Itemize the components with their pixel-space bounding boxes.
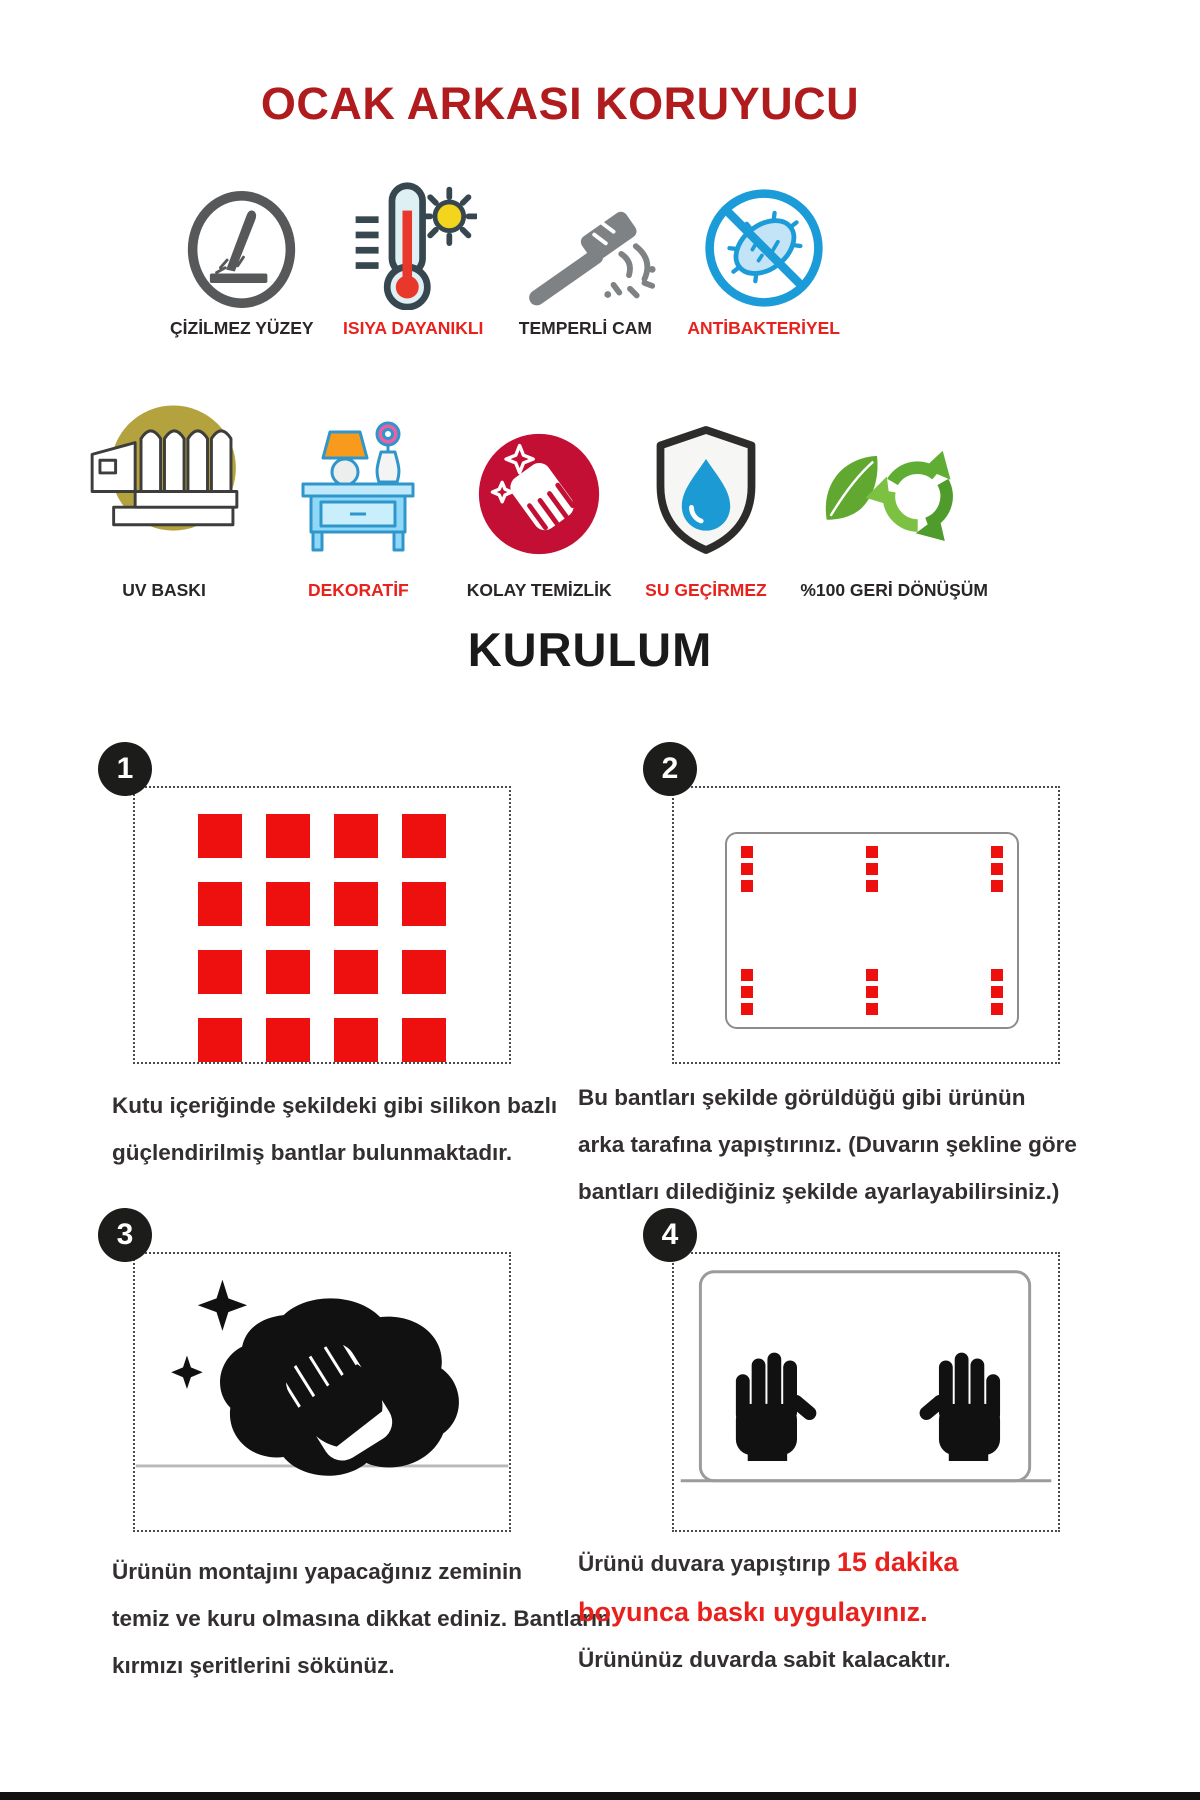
tape-square [334,814,378,858]
step-1-badge [98,742,152,796]
tape-square [198,1018,242,1062]
product-back-panel [725,832,1019,1029]
tape-mini-square [741,880,753,892]
feature-row-2 [78,378,988,601]
tape-mini-square [866,880,878,892]
tape-cluster [991,969,1003,1015]
tape-mini-square [991,880,1003,892]
step-number: 2 [661,752,679,785]
tape-row-bottom [741,969,1003,1015]
uv-print-icon [78,378,250,558]
step-1-diagram [133,786,511,1064]
feature-tempered-glass [513,182,658,339]
tape-mini-square [866,986,878,998]
tape-cluster [991,846,1003,892]
step-number: 4 [661,1218,679,1251]
tape-square [334,1018,378,1062]
page-bottom-edge [0,1792,1200,1800]
tape-cluster [741,846,753,892]
step-4-diagram [672,1252,1060,1532]
tape-square [334,882,378,926]
feature-label: %100 GERİ DÖNÜŞÜM [800,580,988,600]
tape-mini-square [866,846,878,858]
text-line-red: boyunca baskı uygulayınız. [578,1597,928,1627]
tape-mini-square [866,969,878,981]
step-3-text [112,1548,612,1689]
tape-mini-square [741,986,753,998]
tape-square [198,950,242,994]
tape-square [266,814,310,858]
feature-label: ISIYA DAYANIKLI [343,318,484,338]
page-title: OCAK ARKASI KORUYUCU [260,78,860,129]
tape-mini-square [991,846,1003,858]
easy-clean-icon [475,378,603,558]
tape-square [402,814,446,858]
tape-cluster [866,969,878,1015]
text-line: Kutu içeriğinde şekildeki gibi silikon bazlı [112,1093,558,1118]
feature-label: KOLAY TEMİZLİK [466,580,612,600]
feature-row-1 [170,182,840,339]
tape-mini-square [866,863,878,875]
tape-row-top [741,846,1003,892]
tape-mini-square [991,986,1003,998]
text-line: kırmızı şeritlerini sökünüz. [112,1653,395,1678]
feature-antibacterial [687,182,840,339]
step-number: 3 [116,1218,134,1251]
tape-square [266,950,310,994]
tape-square [402,882,446,926]
tape-cluster [741,969,753,1015]
step-1-text [112,1082,582,1176]
tape-square [266,1018,310,1062]
press-panel-illustration [674,1254,1058,1530]
feature-label: SU GEÇİRMEZ [645,580,767,600]
feature-label: TEMPERLİ CAM [518,318,652,338]
text-line: arka tarafına yapıştırınız. (Duvarın şekline göre [578,1132,1077,1157]
tape-mini-square [741,969,753,981]
text-line [578,1538,1098,1588]
tempered-glass-icon [513,182,658,310]
feature-easy-clean [467,378,612,601]
tape-mini-square [741,846,753,858]
tape-mini-square [741,1003,753,1015]
clean-surface-illustration [135,1254,509,1530]
tape-square [266,882,310,926]
text-line: Bu bantları şekilde görüldüğü gibi ürünün [578,1085,1026,1110]
feature-waterproof [645,378,767,601]
tape-square [402,950,446,994]
waterproof-icon [645,378,767,558]
heat-resistant-icon [349,182,477,310]
text-segment: Ürünü duvara yapıştırıp [578,1551,837,1576]
scratch-proof-icon [184,182,299,310]
tape-square [334,950,378,994]
text-line: Ürünün montajını yapacağınız zeminin [112,1559,523,1584]
step-number: 1 [116,752,134,785]
tape-mini-square [866,1003,878,1015]
feature-label: UV BASKI [122,580,206,600]
text-line: güçlendirilmiş bantlar bulunmaktadır. [112,1140,513,1165]
decorative-icon [283,378,433,558]
feature-uv-print [78,378,250,601]
step-2-text [578,1074,1098,1215]
step-2-badge [643,742,697,796]
section-heading: KURULUM [467,623,713,676]
feature-label: DEKORATİF [307,580,409,600]
step-4-text [578,1538,1098,1684]
step-3-badge [98,1208,152,1262]
tape-grid [198,814,446,1062]
recycle-icon [819,378,969,558]
tape-mini-square [991,1003,1003,1015]
feature-heat-resistant [343,182,483,339]
feature-recycle [800,378,988,601]
feature-label: ANTİBAKTERİYEL [687,318,840,338]
tape-mini-square [741,863,753,875]
step-2-diagram [672,786,1060,1064]
feature-decorative [283,378,433,601]
tape-square [198,882,242,926]
text-line: Ürününüz duvarda sabit kalacaktır. [578,1647,951,1672]
feature-label: ÇİZİLMEZ YÜZEY [170,318,314,338]
tape-mini-square [991,863,1003,875]
step-3-diagram [133,1252,511,1532]
feature-scratch-proof [170,182,314,339]
tape-cluster [866,846,878,892]
tape-square [402,1018,446,1062]
text-line: temiz ve kuru olmasına dikkat ediniz. Bantların [112,1606,611,1631]
text-segment-red: 15 dakika [836,1547,959,1577]
antibacterial-icon [702,182,826,310]
tape-square [198,814,242,858]
step-4-badge [643,1208,697,1262]
tape-mini-square [991,969,1003,981]
text-line: bantları dilediğiniz şekilde ayarlayabilirsiniz.) [578,1179,1060,1204]
